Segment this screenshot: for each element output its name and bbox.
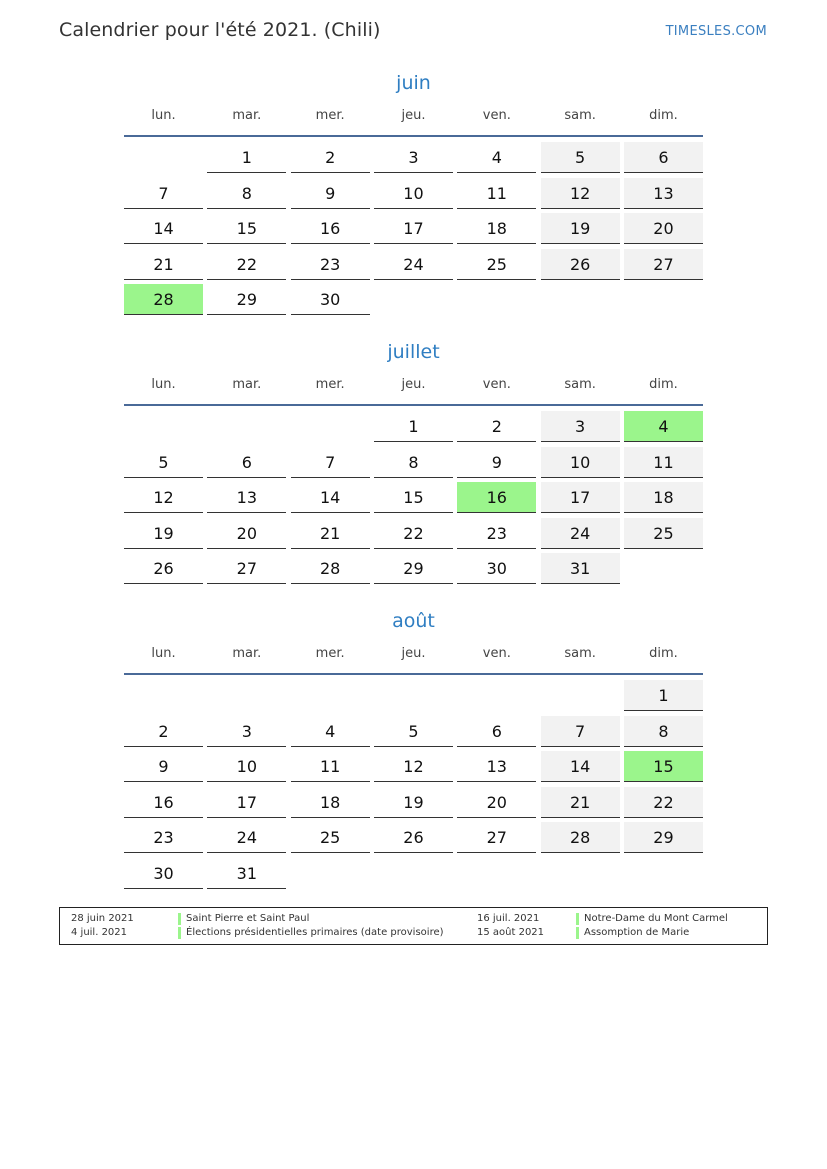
weekday-label: jeu. xyxy=(401,646,426,661)
day-cell: 14 xyxy=(291,482,370,513)
header-divider xyxy=(124,135,703,137)
holiday-color-swatch xyxy=(178,913,181,925)
legend-date: 15 août 2021 xyxy=(477,927,545,938)
weekday-label: mar. xyxy=(232,377,262,392)
month-calendar-june xyxy=(124,68,703,320)
legend-holiday-name: Saint Pierre et Saint Paul xyxy=(186,913,310,924)
day-cell: 21 xyxy=(541,787,620,818)
header-divider xyxy=(124,404,703,406)
day-cell: 18 xyxy=(624,482,703,513)
day-cell: 19 xyxy=(374,787,453,818)
day-cell: 7 xyxy=(541,716,620,747)
day-cell: 28 xyxy=(541,822,620,853)
day-cell: 11 xyxy=(291,751,370,782)
day-cell: 5 xyxy=(374,716,453,747)
empty-day-cell xyxy=(124,680,203,710)
day-cell: 14 xyxy=(541,751,620,782)
weekday-label: mar. xyxy=(232,646,262,661)
empty-day-cell xyxy=(207,411,286,441)
legend-date: 28 juin 2021 xyxy=(71,913,134,924)
empty-day-cell xyxy=(374,680,453,710)
day-cell: 7 xyxy=(291,447,370,478)
day-cell: 30 xyxy=(457,553,536,584)
day-cell: 21 xyxy=(291,518,370,549)
day-cell: 3 xyxy=(207,716,286,747)
day-cell: 22 xyxy=(624,787,703,818)
weekday-label: mer. xyxy=(315,108,345,123)
weekday-label: sam. xyxy=(564,377,596,392)
day-cell: 10 xyxy=(207,751,286,782)
weekday-label: lun. xyxy=(151,108,176,123)
day-cell: 21 xyxy=(124,249,203,280)
weekday-header xyxy=(124,636,703,671)
weekday-label: dim. xyxy=(649,108,678,123)
holiday-day-cell: 4 xyxy=(624,411,703,442)
day-grid xyxy=(124,142,703,320)
day-cell: 14 xyxy=(124,213,203,244)
day-cell: 1 xyxy=(374,411,453,442)
day-cell: 22 xyxy=(207,249,286,280)
legend-date: 4 juil. 2021 xyxy=(71,927,128,938)
day-cell: 13 xyxy=(457,751,536,782)
weekday-label: jeu. xyxy=(401,108,426,123)
day-cell: 27 xyxy=(457,822,536,853)
day-cell: 23 xyxy=(124,822,203,853)
weekday-label: ven. xyxy=(482,377,511,392)
day-cell: 19 xyxy=(124,518,203,549)
holiday-day-cell: 15 xyxy=(624,751,703,782)
day-cell: 22 xyxy=(374,518,453,549)
day-cell: 29 xyxy=(624,822,703,853)
day-cell: 30 xyxy=(124,858,203,889)
month-title: juin xyxy=(396,72,431,94)
empty-day-cell xyxy=(207,680,286,710)
day-cell: 1 xyxy=(624,680,703,711)
day-cell: 6 xyxy=(624,142,703,173)
day-cell: 17 xyxy=(541,482,620,513)
day-cell: 20 xyxy=(457,787,536,818)
day-cell: 20 xyxy=(207,518,286,549)
day-cell: 18 xyxy=(457,213,536,244)
holiday-legend xyxy=(59,907,768,945)
day-cell: 31 xyxy=(207,858,286,889)
day-cell: 15 xyxy=(207,213,286,244)
holiday-color-swatch xyxy=(576,927,579,939)
day-cell: 7 xyxy=(124,178,203,209)
weekday-label: jeu. xyxy=(401,377,426,392)
day-cell: 6 xyxy=(457,716,536,747)
weekday-label: lun. xyxy=(151,377,176,392)
day-cell: 9 xyxy=(124,751,203,782)
empty-day-cell xyxy=(124,411,203,441)
weekday-label: mer. xyxy=(315,646,345,661)
day-cell: 1 xyxy=(207,142,286,173)
day-cell: 15 xyxy=(374,482,453,513)
day-cell: 16 xyxy=(291,213,370,244)
day-cell: 23 xyxy=(291,249,370,280)
day-cell: 12 xyxy=(541,178,620,209)
site-brand-link[interactable]: TIMESLES.COM xyxy=(665,24,767,39)
day-cell: 25 xyxy=(457,249,536,280)
weekday-label: ven. xyxy=(482,108,511,123)
day-cell: 13 xyxy=(624,178,703,209)
day-cell: 26 xyxy=(124,553,203,584)
day-cell: 10 xyxy=(374,178,453,209)
day-cell: 29 xyxy=(207,284,286,315)
day-cell: 2 xyxy=(124,716,203,747)
day-cell: 4 xyxy=(457,142,536,173)
weekday-label: dim. xyxy=(649,646,678,661)
day-cell: 27 xyxy=(624,249,703,280)
day-cell: 17 xyxy=(374,213,453,244)
day-cell: 17 xyxy=(207,787,286,818)
weekday-label: sam. xyxy=(564,646,596,661)
legend-holiday-name: Notre-Dame du Mont Carmel xyxy=(584,913,728,924)
day-grid xyxy=(124,680,703,893)
day-cell: 26 xyxy=(374,822,453,853)
day-cell: 26 xyxy=(541,249,620,280)
holiday-color-swatch xyxy=(178,927,181,939)
day-cell: 13 xyxy=(207,482,286,513)
day-cell: 24 xyxy=(374,249,453,280)
holiday-color-swatch xyxy=(576,913,579,925)
weekday-header xyxy=(124,98,703,133)
day-cell: 8 xyxy=(374,447,453,478)
day-cell: 6 xyxy=(207,447,286,478)
weekday-label: sam. xyxy=(564,108,596,123)
empty-day-cell xyxy=(291,411,370,441)
day-cell: 30 xyxy=(291,284,370,315)
month-title: juillet xyxy=(387,341,440,363)
day-cell: 24 xyxy=(541,518,620,549)
holiday-day-cell: 16 xyxy=(457,482,536,513)
day-cell: 11 xyxy=(624,447,703,478)
day-cell: 2 xyxy=(291,142,370,173)
day-cell: 9 xyxy=(457,447,536,478)
day-cell: 4 xyxy=(291,716,370,747)
header-divider xyxy=(124,673,703,675)
day-cell: 12 xyxy=(124,482,203,513)
day-cell: 2 xyxy=(457,411,536,442)
empty-day-cell xyxy=(124,142,203,172)
day-cell: 8 xyxy=(624,716,703,747)
day-cell: 25 xyxy=(624,518,703,549)
day-cell: 11 xyxy=(457,178,536,209)
weekday-label: dim. xyxy=(649,377,678,392)
month-calendar-august xyxy=(124,606,703,893)
day-cell: 27 xyxy=(207,553,286,584)
day-cell: 3 xyxy=(541,411,620,442)
day-cell: 23 xyxy=(457,518,536,549)
day-cell: 8 xyxy=(207,178,286,209)
month-title: août xyxy=(392,610,435,632)
day-grid xyxy=(124,411,703,589)
day-cell: 9 xyxy=(291,178,370,209)
empty-day-cell xyxy=(291,680,370,710)
weekday-label: lun. xyxy=(151,646,176,661)
empty-day-cell xyxy=(541,680,620,710)
weekday-label: ven. xyxy=(482,646,511,661)
weekday-label: mar. xyxy=(232,108,262,123)
empty-day-cell xyxy=(457,680,536,710)
day-cell: 18 xyxy=(291,787,370,818)
day-cell: 10 xyxy=(541,447,620,478)
page-title: Calendrier pour l'été 2021. (Chili) xyxy=(59,19,381,41)
holiday-day-cell: 28 xyxy=(124,284,203,315)
day-cell: 5 xyxy=(124,447,203,478)
day-cell: 29 xyxy=(374,553,453,584)
day-cell: 3 xyxy=(374,142,453,173)
legend-holiday-name: Assomption de Marie xyxy=(584,927,690,938)
legend-holiday-name: Élections présidentielles primaires (date provisoire) xyxy=(186,927,444,938)
day-cell: 24 xyxy=(207,822,286,853)
weekday-header xyxy=(124,367,703,402)
legend-date: 16 juil. 2021 xyxy=(477,913,540,924)
day-cell: 28 xyxy=(291,553,370,584)
day-cell: 19 xyxy=(541,213,620,244)
day-cell: 12 xyxy=(374,751,453,782)
day-cell: 16 xyxy=(124,787,203,818)
weekday-label: mer. xyxy=(315,377,345,392)
month-calendar-july xyxy=(124,337,703,589)
day-cell: 5 xyxy=(541,142,620,173)
day-cell: 20 xyxy=(624,213,703,244)
day-cell: 25 xyxy=(291,822,370,853)
day-cell: 31 xyxy=(541,553,620,584)
